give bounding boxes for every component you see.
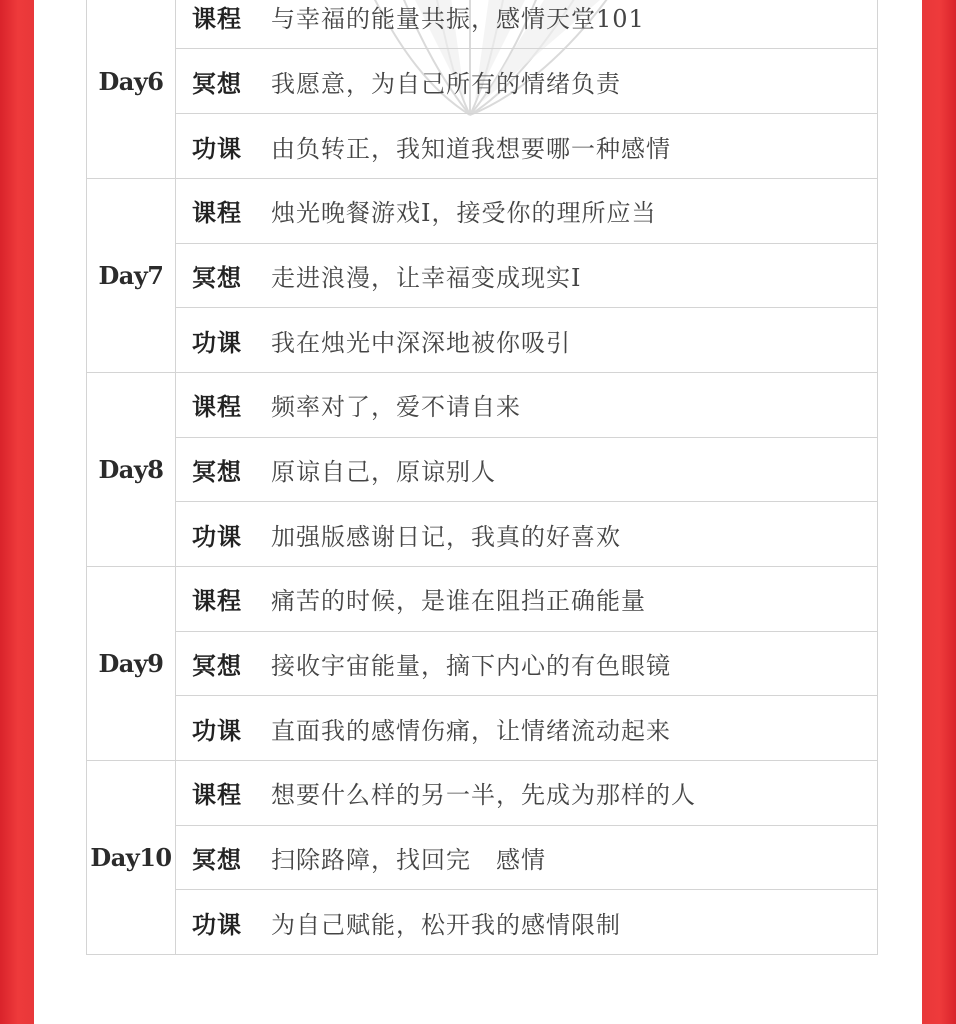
schedule-row <box>176 113 877 178</box>
day-block-day6 <box>87 0 878 178</box>
row-content-text: 烛光晚餐游戏Ⅰ，接受你的理所应当 <box>271 199 657 228</box>
row-type-label: 冥想 <box>192 845 242 874</box>
row-type-label: 课程 <box>192 780 242 810</box>
row-content-text: 痛苦的时候，是谁在阻挡正确能量 <box>271 587 646 616</box>
day-label: Day7 <box>87 179 176 372</box>
schedule-row <box>176 761 877 825</box>
day-block-day8 <box>87 372 878 566</box>
row-content-text: 为自己赋能，松开我的感情限制 <box>271 910 621 939</box>
row-content-text: 我愿意，为自己所有的情绪负责 <box>271 69 621 98</box>
day-rows <box>176 179 878 372</box>
schedule-row <box>176 567 877 631</box>
day-label: Day8 <box>87 373 176 566</box>
row-type-label: 课程 <box>192 3 242 33</box>
row-type-label: 功课 <box>192 133 242 163</box>
schedule-row <box>176 695 877 760</box>
row-type-label: 功课 <box>192 715 242 745</box>
schedule-row <box>176 48 877 113</box>
course-schedule-table <box>86 0 878 955</box>
row-content-text: 直面我的感情伤痛，让情绪流动起来 <box>271 716 671 745</box>
row-content-text: 想要什么样的另一半，先成为那样的人 <box>271 781 696 810</box>
row-content-text: 加强版感谢日记，我真的好喜欢 <box>271 522 621 551</box>
row-content-text: 原谅自己，原谅别人 <box>271 458 496 486</box>
row-type-label: 课程 <box>192 392 242 422</box>
row-type-label: 功课 <box>192 521 242 551</box>
row-content-text: 接收宇宙能量，摘下内心的有色眼镜 <box>271 652 671 680</box>
row-type-label: 课程 <box>192 198 242 228</box>
day-label: Day6 <box>87 0 176 178</box>
row-type-label: 冥想 <box>192 263 242 292</box>
row-type-label: 冥想 <box>192 651 242 680</box>
day-label: Day10 <box>87 761 176 954</box>
row-type-label: 功课 <box>192 909 242 939</box>
day-block-day10 <box>87 760 878 954</box>
schedule-row <box>176 243 877 308</box>
schedule-row <box>176 501 877 566</box>
row-type-label: 冥想 <box>192 457 242 486</box>
day-block-day9 <box>87 566 878 760</box>
day-rows <box>176 0 878 178</box>
row-content-text: 与幸福的能量共振，感情天堂101 <box>271 4 645 33</box>
row-content-text: 扫除路障，找回完 感情 <box>271 846 546 874</box>
schedule-row <box>176 631 877 696</box>
schedule-row <box>176 437 877 502</box>
day-rows <box>176 373 878 566</box>
row-type-label: 冥想 <box>192 68 242 98</box>
schedule-row <box>176 179 877 243</box>
day-rows <box>176 567 878 760</box>
schedule-row <box>176 825 877 890</box>
schedule-row <box>176 373 877 437</box>
row-type-label: 课程 <box>192 586 242 616</box>
row-content-text: 频率对了，爱不请自来 <box>271 393 521 422</box>
day-label: Day9 <box>87 567 176 760</box>
row-content-text: 由负转正，我知道我想要哪一种感情 <box>271 134 671 163</box>
row-type-label: 功课 <box>192 327 242 357</box>
row-content-text: 我在烛光中深深地被你吸引 <box>271 328 571 357</box>
row-content-text: 走进浪漫，让幸福变成现实Ⅰ <box>271 264 582 292</box>
schedule-row <box>176 307 877 372</box>
day-block-day7 <box>87 178 878 372</box>
schedule-row <box>176 0 877 48</box>
schedule-row <box>176 889 877 954</box>
day-rows <box>176 761 878 954</box>
